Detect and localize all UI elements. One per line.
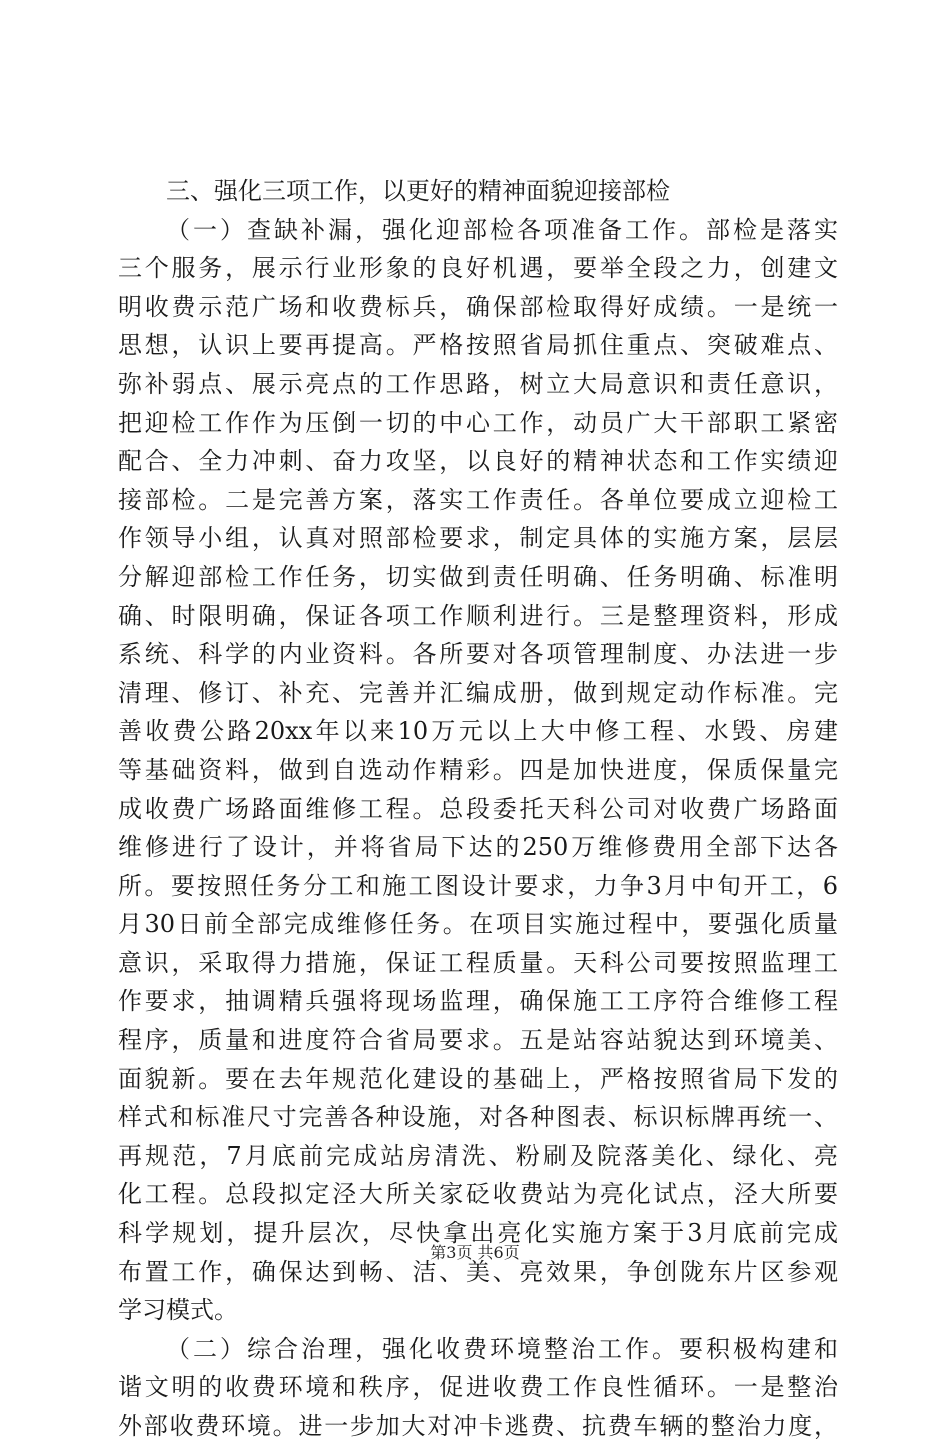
body-text-line: 谐文明的收费环境和秩序，促进收费工作良性循环。一是整治 (118, 1373, 838, 1402)
body-text-line: 成收费广场路面维修工程。总段委托天科公司对收费广场路面 (118, 794, 838, 823)
body-text-line: 月30日前全部完成维修任务。在项目实施过程中，要强化质量 (118, 910, 838, 939)
body-text-line: 布置工作，确保达到畅、洁、美、亮效果，争创陇东片区参观 (118, 1257, 838, 1286)
body-text-line: 善收费公路20xx年以来10万元以上大中修工程、水毁、房建 (118, 717, 838, 746)
body-text-line: 三个服务，展示行业形象的良好机遇，要举全段之力，创建文 (118, 254, 838, 283)
body-text-line: 弥补弱点、展示亮点的工作思路，树立大局意识和责任意识， (118, 369, 838, 398)
body-text-line: 系统、科学的内业资料。各所要对各项管理制度、办法进一步 (118, 640, 838, 669)
body-text-line: 作要求，抽调精兵强将现场监理，确保施工工序符合维修工程 (118, 987, 838, 1016)
body-text-line: （二）综合治理，强化收费环境整治工作。要积极构建和 (166, 1334, 838, 1363)
body-text-line: 再规范，7月底前完成站房清洗、粉刷及院落美化、绿化、亮 (118, 1141, 838, 1170)
body-text-line: 分解迎部检工作任务，切实做到责任明确、任务明确、标准明 (118, 562, 838, 591)
body-text-line: 维修进行了设计，并将省局下达的250万维修费用全部下达各 (118, 833, 838, 862)
body-text-line: 样式和标准尺寸完善各种设施，对各种图表、标识标牌再统一、 (118, 1103, 838, 1132)
body-text-line: 明收费示范广场和收费标兵，确保部检取得好成绩。一是统一 (118, 292, 838, 321)
body-text-line: 面貌新。要在去年规范化建设的基础上，严格按照省局下发的 (118, 1064, 838, 1093)
body-text-line: 确、时限明确，保证各项工作顺利进行。三是整理资料，形成 (118, 601, 838, 630)
body-text-line: 外部收费环境。进一步加大对冲卡逃费、抗费车辆的整治力度， (118, 1412, 838, 1440)
body-text-line: 作领导小组，认真对照部检要求，制定具体的实施方案，层层 (118, 524, 838, 553)
section-heading: 三、强化三项工作，以更好的精神面貌迎接部检 (166, 177, 670, 205)
body-text-line: 配合、全力冲刺、奋力攻坚，以良好的精神状态和工作实绩迎 (118, 447, 838, 476)
body-text-line: （一）查缺补漏，强化迎部检各项准备工作。部检是落实 (166, 215, 838, 244)
body-text-line: 所。要按照任务分工和施工图设计要求，力争3月中旬开工，6 (118, 871, 838, 900)
body-text-line: 程序，质量和进度符合省局要求。五是站容站貌达到环境美、 (118, 1026, 838, 1055)
body-text-line: 等基础资料，做到自选动作精彩。四是加快进度，保质保量完 (118, 755, 838, 784)
page-footer: 第3页 共6页 (430, 1243, 520, 1262)
body-text-line: 科学规划，提升层次，尽快拿出亮化实施方案于3月底前完成 (118, 1219, 838, 1248)
body-text-line: 学习模式。 (118, 1296, 238, 1325)
body-text-line: 意识，采取得力措施，保证工程质量。天科公司要按照监理工 (118, 948, 838, 977)
body-text-line: 化工程。总段拟定泾大所关家砭收费站为亮化试点，泾大所要 (118, 1180, 838, 1209)
body-text-line: 把迎检工作作为压倒一切的中心工作，动员广大干部职工紧密 (118, 408, 838, 437)
body-text-line: 清理、修订、补充、完善并汇编成册，做到规定动作标准。完 (118, 678, 838, 707)
body-text-line: 接部检。二是完善方案，落实工作责任。各单位要成立迎检工 (118, 485, 838, 514)
body-text-line: 思想，认识上要再提高。严格按照省局抓住重点、突破难点、 (118, 331, 838, 360)
